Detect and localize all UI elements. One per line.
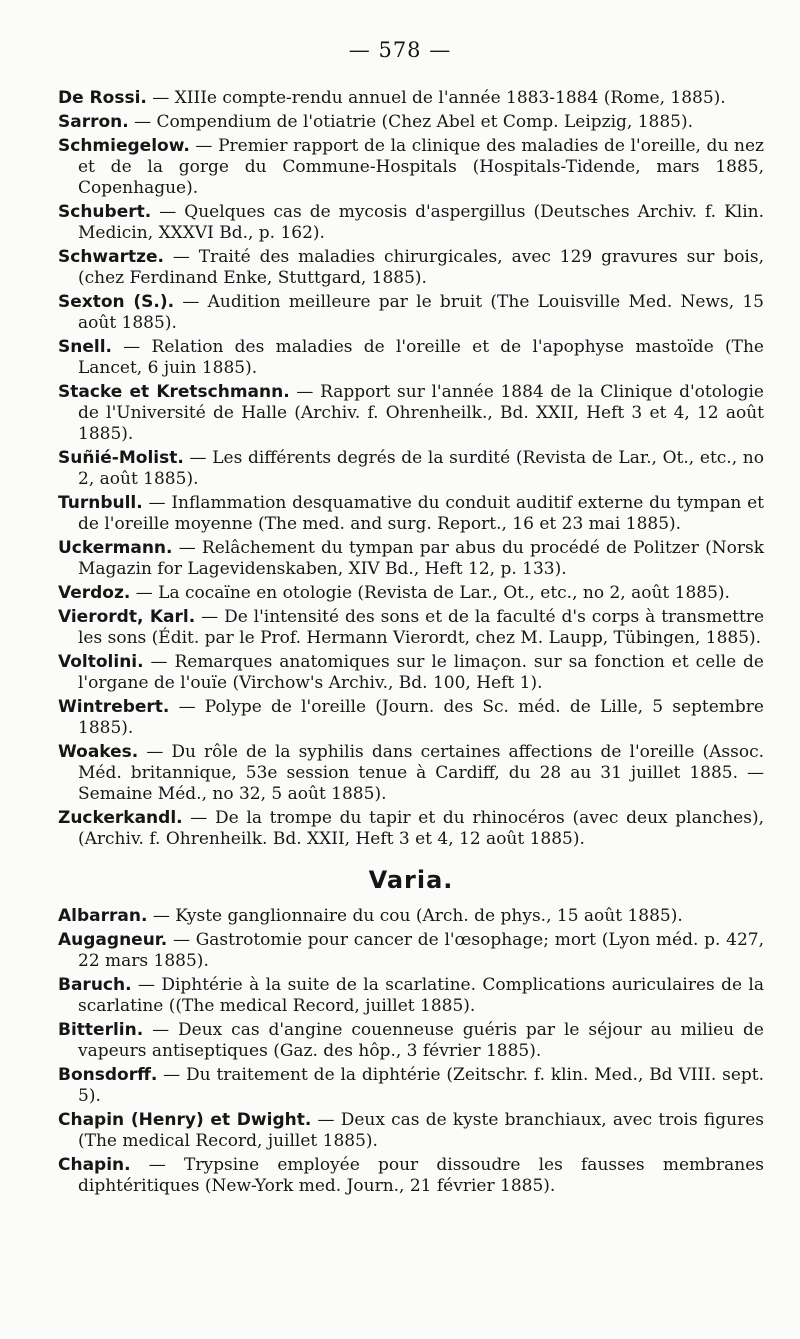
entry-text: Quelques cas de mycosis d'aspergillus (Deutsches Archiv. f. Klin. Medicin, XXXVI Bd., p. 162). bbox=[78, 202, 764, 243]
bibliography-entry bbox=[58, 292, 764, 334]
entry-text: Les différents degrés de la surdité (Revista de Lar., Ot., etc., no 2, août 1885). bbox=[78, 448, 764, 489]
entry-dash: — bbox=[174, 292, 208, 312]
entry-dash: — bbox=[157, 1065, 187, 1085]
entry-author: Vierordt, Karl. bbox=[58, 607, 196, 627]
bibliography-entry bbox=[58, 1065, 764, 1107]
bibliography-entry bbox=[58, 538, 764, 580]
bibliography-entry bbox=[58, 448, 764, 490]
bibliography-entry bbox=[58, 652, 764, 694]
entry-author: Chapin. bbox=[58, 1155, 131, 1175]
entry-dash: — bbox=[143, 1020, 179, 1040]
entry-author: Uckermann. bbox=[58, 538, 173, 558]
entry-text: Diphtérie à la suite de la scarlatine. Complications auriculaires de la scarlatine ((The medical Record, juillet 1885). bbox=[78, 975, 764, 1016]
bibliography-list bbox=[58, 88, 764, 1200]
bibliography-section bbox=[58, 88, 764, 850]
entry-author: Baruch. bbox=[58, 975, 132, 995]
entry-text: Traité des maladies chirurgicales, avec 129 gravures sur bois, (chez Ferdinand Enke, Stuttgard, 1885). bbox=[78, 247, 764, 288]
entry-dash: — bbox=[146, 88, 175, 108]
entry-author: Woakes. bbox=[58, 742, 139, 762]
bibliography-entry bbox=[58, 1110, 764, 1152]
entry-dash: — bbox=[164, 247, 199, 267]
entry-author: Albarran. bbox=[58, 906, 148, 926]
entry-dash: — bbox=[189, 136, 219, 156]
bibliography-entry bbox=[58, 906, 764, 927]
entry-text: Du rôle de la syphilis dans certaines affections de l'oreille (Assoc. Méd. britannique, 53e session tenue à Cardiff, du 28 au 31 juillet 1885. — Semaine Méd., no 32, 5 août 1885). bbox=[78, 742, 764, 804]
entry-text: Remarques anatomiques sur le limaçon. sur sa fonction et celle de l'organe de l'ouïe (Virchow's Archiv., Bd. 100, Heft 1). bbox=[78, 652, 764, 693]
entry-author: Stacke et Kretschmann. bbox=[58, 382, 290, 402]
entry-dash: — bbox=[169, 697, 205, 717]
entry-author: Verdoz. bbox=[58, 583, 131, 603]
entry-dash: — bbox=[311, 1110, 341, 1130]
entry-dash: — bbox=[182, 808, 216, 828]
entry-author: Sexton (S.). bbox=[58, 292, 175, 312]
entry-text: Kyste ganglionnaire du cou (Arch. de phys., 15 août 1885). bbox=[175, 906, 683, 926]
entry-author: Turnbull. bbox=[58, 493, 143, 513]
bibliography-entry bbox=[58, 607, 764, 649]
bibliography-entry bbox=[58, 337, 764, 379]
entry-text: De la trompe du tapir et du rhinocéros (avec deux planches), (Archiv. f. Ohrenheilk. Bd. XXII, Heft 3 et 4, 12 août 1885). bbox=[78, 808, 764, 849]
entry-author: Snell. bbox=[58, 337, 112, 357]
varia-section bbox=[58, 906, 764, 1197]
entry-author: Suñié-Molist. bbox=[58, 448, 184, 468]
entry-author: Schubert. bbox=[58, 202, 152, 222]
entry-dash: — bbox=[151, 202, 185, 222]
bibliography-entry bbox=[58, 493, 764, 535]
entry-author: De Rossi. bbox=[58, 88, 147, 108]
bibliography-entry bbox=[58, 1155, 764, 1197]
entry-dash: — bbox=[289, 382, 321, 402]
entry-text: Du traitement de la diphtérie (Zeitschr. f. klin. Med., Bd VIII. sept. 5). bbox=[78, 1065, 764, 1106]
entry-dash: — bbox=[138, 742, 172, 762]
bibliography-entry bbox=[58, 1020, 764, 1062]
entry-text: Compendium de l'otiatrie (Chez Abel et Comp. Leipzig, 1885). bbox=[156, 112, 694, 132]
entry-text: XIIIe compte-rendu annuel de l'année 1883-1884 (Rome, 1885). bbox=[174, 88, 726, 108]
entry-author: Sarron. bbox=[58, 112, 129, 132]
bibliography-entry bbox=[58, 742, 764, 805]
bibliography-entry bbox=[58, 382, 764, 445]
entry-dash: — bbox=[128, 112, 157, 132]
entry-author: Schwartze. bbox=[58, 247, 164, 267]
bibliography-entry bbox=[58, 930, 764, 972]
entry-dash: — bbox=[131, 975, 162, 995]
entry-dash: — bbox=[172, 538, 202, 558]
entry-author: Bitterlin. bbox=[58, 1020, 144, 1040]
entry-text: Relation des maladies de l'oreille et de l'apophyse mastoïde (The Lancet, 6 juin 1885). bbox=[78, 337, 764, 378]
entry-author: Augagneur. bbox=[58, 930, 168, 950]
entry-text: Audition meilleure par le bruit (The Louisville Med. News, 15 août 1885). bbox=[78, 292, 764, 333]
entry-text: Rapport sur l'année 1884 de la Clinique d'otologie de l'Université de Halle (Archiv. f. Ohrenheilk., Bd. XXII, Heft 3 et 4, 12 août 1885). bbox=[78, 382, 764, 444]
entry-author: Schmiegelow. bbox=[58, 136, 190, 156]
entry-dash: — bbox=[167, 930, 196, 950]
bibliography-entry bbox=[58, 88, 764, 109]
section-heading-varia: Varia. bbox=[368, 866, 454, 894]
entry-author: Chapin (Henry) et Dwight. bbox=[58, 1110, 312, 1130]
entry-text: Gastrotomie pour cancer de l'œsophage; mort (Lyon méd. p. 427, 22 mars 1885). bbox=[78, 930, 764, 971]
entry-author: Wintrebert. bbox=[58, 697, 170, 717]
entry-text: Deux cas de kyste branchiaux, avec trois figures (The medical Record, juillet 1885). bbox=[78, 1110, 764, 1151]
entry-text: Polype de l'oreille (Journ. des Sc. méd. de Lille, 5 septembre 1885). bbox=[78, 697, 764, 738]
entry-dash: — bbox=[112, 337, 152, 357]
entry-text: Trypsine employée pour dissoudre les fausses membranes diphtéritiques (New-York med. Journ., 21 février 1885). bbox=[78, 1155, 764, 1196]
entry-author: Voltolini. bbox=[58, 652, 144, 672]
page-number: — 578 — bbox=[348, 38, 452, 62]
bibliography-entry bbox=[58, 697, 764, 739]
bibliography-entry bbox=[58, 202, 764, 244]
bibliography-entry bbox=[58, 112, 764, 133]
bibliography-entry bbox=[58, 583, 764, 604]
entry-dash: — bbox=[130, 1155, 185, 1175]
entry-dash: — bbox=[130, 583, 159, 603]
bibliography-entry bbox=[58, 975, 764, 1017]
entry-dash: — bbox=[195, 607, 225, 627]
entry-dash: — bbox=[142, 493, 172, 513]
entry-dash: — bbox=[183, 448, 213, 468]
entry-text: La cocaïne en otologie (Revista de Lar., Ot., etc., no 2, août 1885). bbox=[158, 583, 730, 603]
entry-dash: — bbox=[143, 652, 175, 672]
bibliography-entry bbox=[58, 808, 764, 850]
entry-text: Deux cas d'angine couenneuse guéris par le séjour au milieu de vapeurs antiseptiques (Gaz. des hôp., 3 février 1885). bbox=[78, 1020, 764, 1061]
entry-author: Zuckerkandl. bbox=[58, 808, 183, 828]
entry-text: Inflammation desquamative du conduit auditif externe du tympan et de l'oreille moyenne (The med. and surg. Report., 16 et 23 mai 1885). bbox=[78, 493, 765, 534]
entry-text: Premier rapport de la clinique des maladies de l'oreille, du nez et de la gorge du Commune-Hospitals (Hospitals-Tidende, mars 1885, Copenhague). bbox=[78, 136, 765, 198]
entry-dash: — bbox=[147, 906, 176, 926]
entry-text: Relâchement du tympan par abus du procédé de Politzer (Norsk Magazin for Lagevidenskaben, XIV Bd., Heft 12, p. 133). bbox=[78, 538, 765, 579]
entry-text: De l'intensité des sons et de la faculté d's corps à transmettre les sons (Édit. par le Prof. Hermann Vierordt, chez M. Laupp, Tübingen, 1885). bbox=[78, 607, 765, 648]
bibliography-entry bbox=[58, 136, 764, 199]
bibliography-entry bbox=[58, 247, 764, 289]
entry-author: Bonsdorff. bbox=[58, 1065, 158, 1085]
